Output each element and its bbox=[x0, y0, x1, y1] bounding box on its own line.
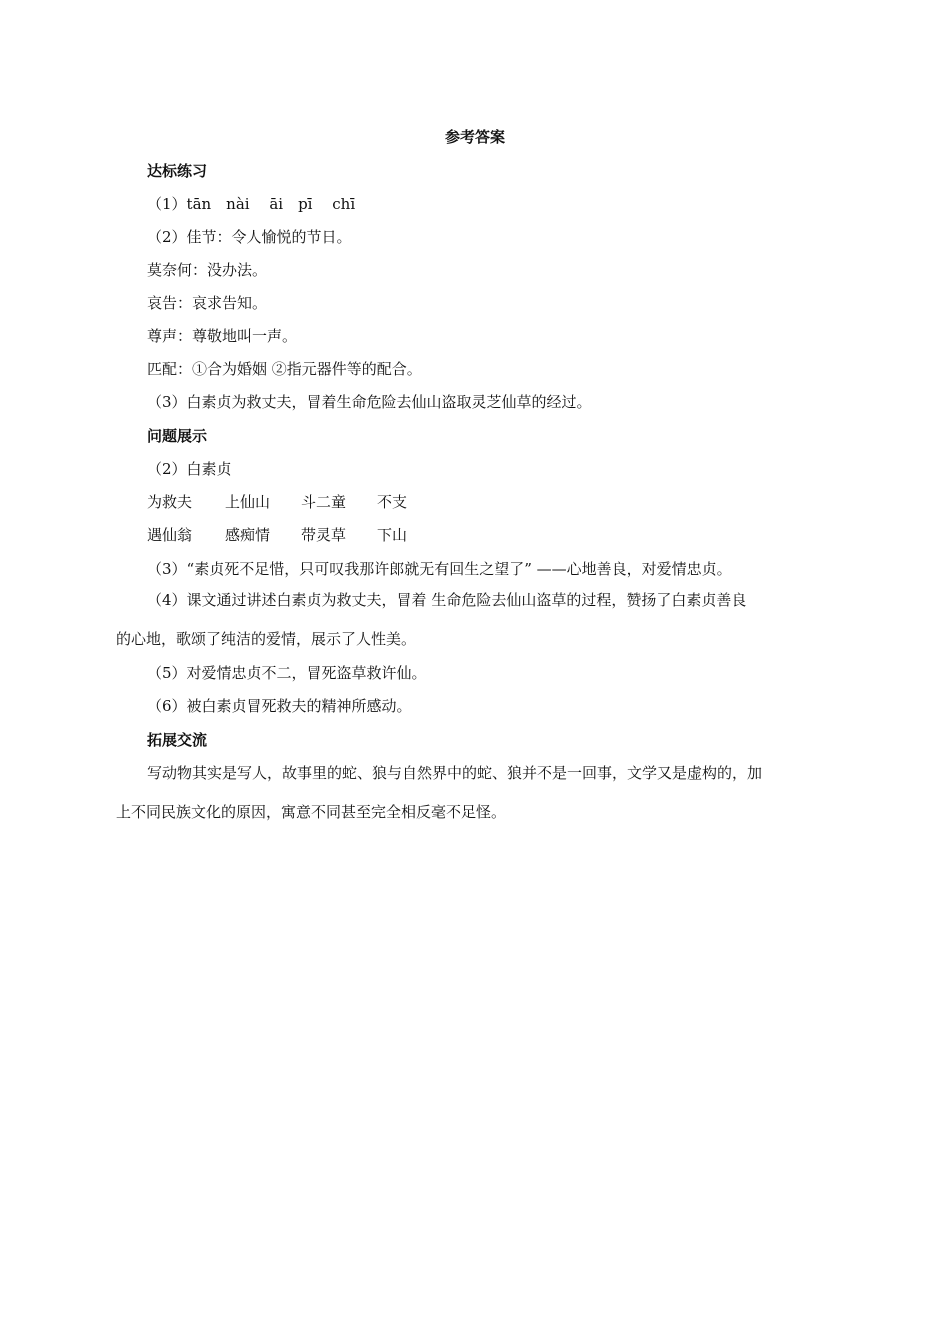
problems-line-3: （3）“素贞死不足惜，只可叹我那许郎就无有回生之望了” ——心地善良，对爱情忠贞。 bbox=[147, 560, 732, 578]
practice-line-1: （1）tān nài āi pī chī bbox=[147, 195, 356, 213]
problems-line-6: （6）被白素贞冒死救夫的精神所感动。 bbox=[147, 697, 412, 715]
row1-cell-4: 不支 bbox=[377, 493, 408, 511]
problems-line-1: （2）白素贞 bbox=[147, 460, 232, 478]
row2-cell-3: 带灵草 bbox=[301, 526, 347, 544]
problems-line-5: （5）对爱情忠贞不二，冒死盗草救许仙。 bbox=[147, 664, 427, 682]
page-title: 参考答案 bbox=[444, 128, 505, 146]
extension-line-1: 写动物其实是写人，故事里的蛇、狼与自然界中的蛇、狼并不是一回事，文学又是虚构的，加 bbox=[147, 764, 763, 782]
practice-line-7: （3）白素贞为救丈夫，冒着生命危险去仙山盗取灵芝仙草的经过。 bbox=[147, 393, 592, 411]
row1-cell-1: 为救夫 bbox=[147, 493, 193, 511]
row2-cell-2: 感痴情 bbox=[225, 526, 271, 544]
practice-line-3: 莫奈何：没办法。 bbox=[147, 261, 268, 279]
row2-cell-4: 下山 bbox=[377, 526, 408, 544]
problems-line-4a: （4）课文通过讲述白素贞为救丈夫，冒着 生命危险去仙山盗草的过程，赞扬了白素贞善良 bbox=[147, 591, 747, 609]
section-heading-extension: 拓展交流 bbox=[147, 731, 208, 749]
section-heading-problems: 问题展示 bbox=[147, 427, 208, 445]
practice-line-4: 哀告：哀求告知。 bbox=[147, 294, 268, 312]
problems-row-1 bbox=[147, 492, 407, 512]
practice-line-2: （2）佳节：令人愉悦的节日。 bbox=[147, 228, 352, 246]
extension-line-2: 上不同民族文化的原因，寓意不同甚至完全相反毫不足怪。 bbox=[116, 803, 507, 821]
practice-line-6: 匹配：①合为婚姻 ②指元器件等的配合。 bbox=[147, 360, 422, 378]
problems-row-2 bbox=[147, 525, 407, 545]
problems-line-4b: 的心地，歌颂了纯洁的爱情，展示了人性美。 bbox=[116, 630, 417, 648]
section-heading-practice: 达标练习 bbox=[147, 162, 208, 180]
row1-cell-2: 上仙山 bbox=[225, 493, 271, 511]
row2-cell-1: 遇仙翁 bbox=[147, 526, 193, 544]
practice-line-5: 尊声：尊敬地叫一声。 bbox=[147, 327, 298, 345]
row1-cell-3: 斗二童 bbox=[301, 493, 347, 511]
